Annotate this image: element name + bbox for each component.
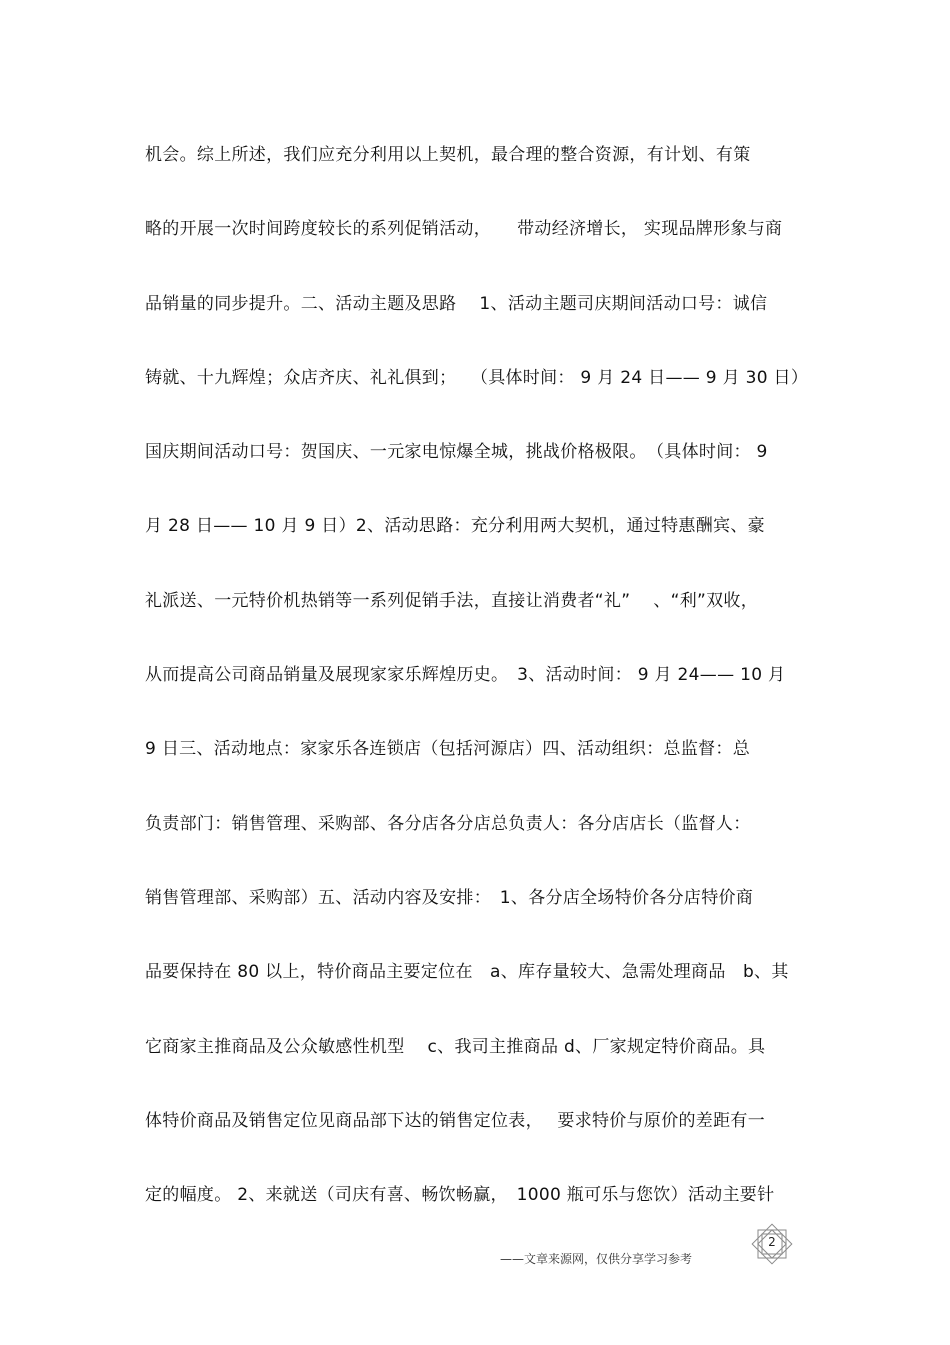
text-line-3: 品销量的同步提升。二、活动主题及思路 1、活动主题司庆期间活动口号：诚信	[145, 293, 768, 314]
text-line-11: 销售管理部、采购部）五、活动内容及安排： 1、各分店全场特价各分店特价商	[145, 887, 754, 908]
page-number-badge	[748, 1222, 796, 1266]
text-line-7: 礼派送、一元特价机热销等一系列促销手法，直接让消费者“礼” 、“利”双收，	[145, 590, 759, 611]
text-line-6: 月 28 日—— 10 月 9 日）2、活动思路：充分利用两大契机，通过特惠酬宾、豪	[145, 516, 765, 537]
text-line-10: 负责部门：销售管理、采购部、各分店各分店总负责人：各分店店长（监督人：	[145, 813, 751, 834]
text-line-1: 机会。综上所述，我们应充分利用以上契机，最合理的整合资源，有计划、有策	[145, 145, 751, 165]
text-line-13: 它商家主推商品及公众敏感性机型 c、我司主推商品 d、厂家规定特价商品。具	[145, 1036, 766, 1057]
text-line-4: 铸就、十九辉煌；众店齐庆、礼礼俱到； （具体时间： 9 月 24 日—— 9 月 30 日）	[145, 367, 809, 388]
text-line-15: 定的幅度。 2、来就送（司庆有喜、畅饮畅赢， 1000 瓶可乐与您饮）活动主要针	[145, 1185, 775, 1206]
footer-source-note: ——文章来源网，仅供分享学习参考	[500, 1252, 693, 1266]
text-line-14: 体特价商品及销售定位见商品部下达的销售定位表， 要求特价与原价的差距有一	[145, 1110, 766, 1131]
text-line-9: 9 日三、活动地点：家家乐各连锁店（包括河源店）四、活动组织：总监督：总	[145, 739, 751, 760]
body-text	[145, 135, 815, 1249]
page-number: 2	[768, 1235, 776, 1249]
text-line-5: 国庆期间活动口号：贺国庆、一元家电惊爆全城，挑战价格极限。 （具体时间： 9	[145, 442, 768, 463]
text-line-12: 品要保持在 80 以上，特价商品主要定位在 a、库存量较大、急需处理商品 b、其	[145, 962, 789, 983]
text-line-2: 略的开展一次时间跨度较长的系列促销活动， 带动经济增长， 实现品牌形象与商	[145, 219, 783, 240]
text-line-8: 从而提高公司商品销量及展现家家乐辉煌历史。 3、活动时间： 9 月 24—— 10 月	[145, 665, 786, 686]
